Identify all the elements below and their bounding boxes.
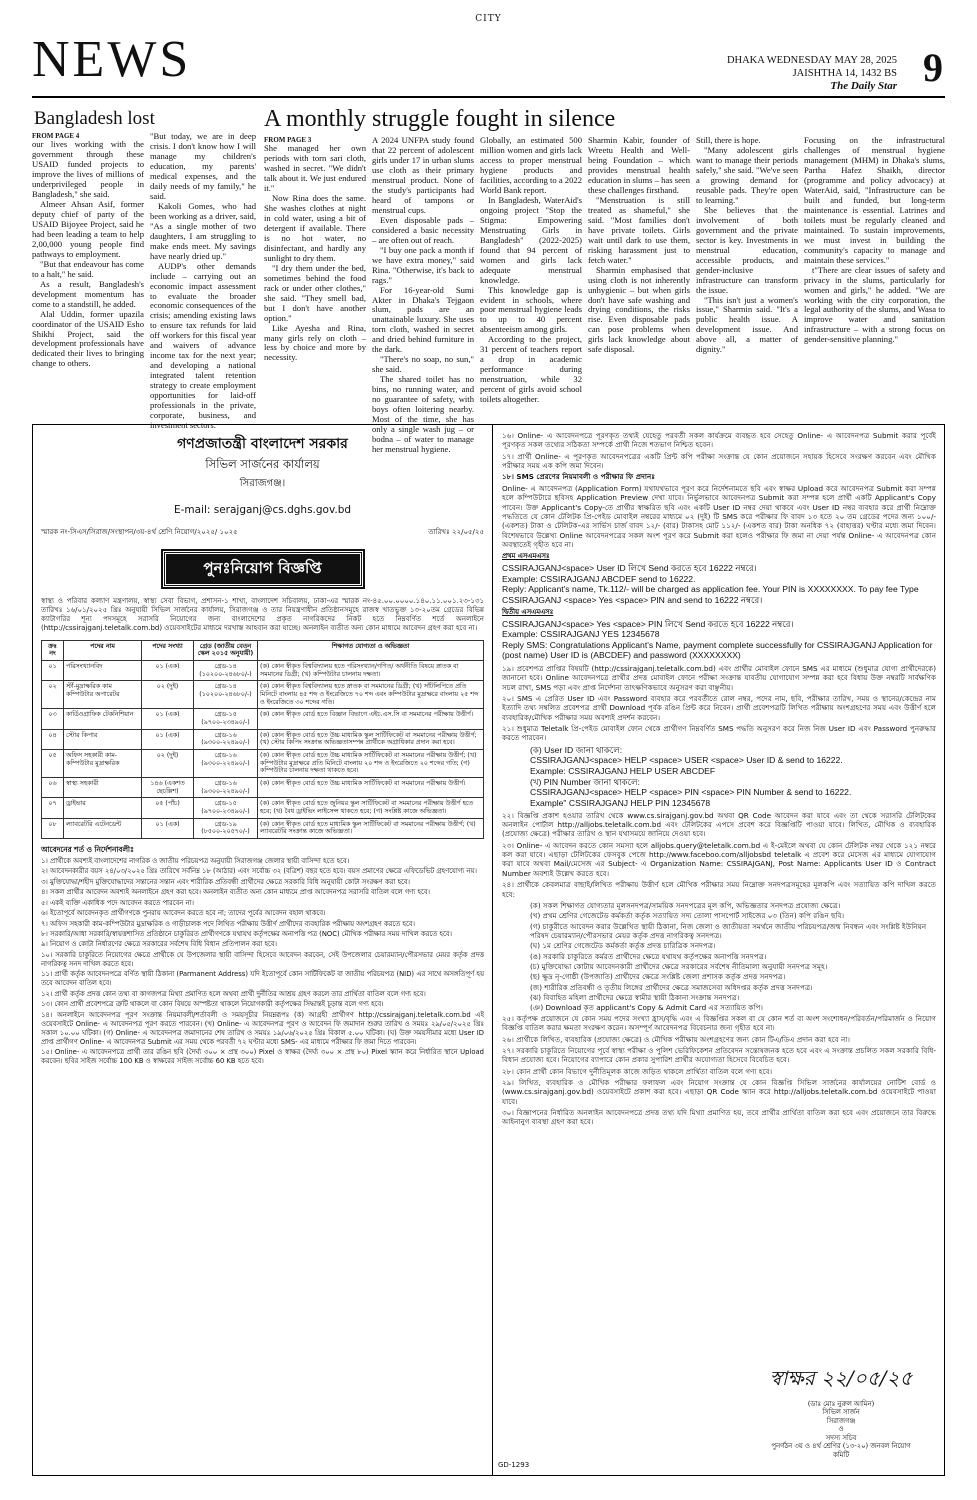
table-cell-req: (ক) কোন স্বীকৃত বিশ্ববিদ্যালয় হতে স্নাতক বা সমমানের ডিগ্রী; (খ) সাঁটলিপিতে প্রতি মিনিটে বাংলায় ৪৫ শব্দ ও ইংরেজিতে ৭০ শব্দ এবং কম্পিউটার মুদ্রাক্ষরে বাংলায় ২৫ শব্দ ও ইংরেজিতে ৩০ শব্দের গতি। (258, 681, 484, 709)
table-cell-grade: গ্রেড-১৫ (৯৭০০-২৩৪৯০/-) (194, 798, 258, 818)
sms1-example: Example: CSSIRAJGANJ ABCDEF send to 16222. (502, 573, 696, 584)
instruction-22: ২২। বিজ্ঞপ্তি প্রকাশ হওয়ার তারিখ থেকে www.cs.sirajganj.gov.bd অথবা QR Code আবেদন করা যাবে এবং তা থেকে সরাসরি টেলিটকের অনলাইন পোর্টাল http://alljobs.teletalk.com.bd এবং টেলিটকের এপসে প্রবেশ করে বিজ্ঞপ্তিটি পাওয়া যাবে। লিখিত, মৌখিক ও ব্যবহারিক (প্রযোজ্য ক্ষেত্রে) পরীক্ষার তারিখ ও স্থান যথাসময়ে জানিয়ে দেওয়া হবে। (502, 810, 936, 839)
story2-p: Like Ayesha and Rina, many girls rely on cloth – less by choice and more by necessity. (264, 322, 366, 363)
condition-item: ১৫। Online- এ আবেদনপত্রে প্রার্থী তার রঙিন ছবি (দৈর্ঘ্য ৩০০ × প্রস্থ ৩০০) Pixel ও স্বাক্ষর (দৈর্ঘ্য ৩০০ × প্রস্থ ৮০) Pixel স্ক্যান করে নির্ধারিত স্থানে Upload করবেন। ছবির সাইজ সর্বোচ্চ 100 KB ও স্বাক্ষরের সাইজ সর্বোচ্চ 60 KB হতে হবে। (41, 1048, 484, 1066)
table-cell-name: ড্রাইভার (64, 798, 142, 818)
story2-col5 (696, 136, 798, 398)
table-cell-req: (ক) কোন স্বীকৃত বোর্ড হতে বিজ্ঞান বিভাগে এইচ.এস.সি বা সমমানের পরীক্ষায় উত্তীর্ণ। (258, 709, 484, 729)
header-rule (32, 96, 945, 98)
ad-memo (41, 528, 484, 537)
ad-government-title: গণপ্রজাতন্ত্রী বাংলাদেশ সরকার (177, 436, 348, 452)
table-cell-count: ০১ (এক) (142, 709, 194, 729)
condition-item: ৯। নিয়োগ ও কোটা নির্ধারণের ক্ষেত্রে সরকারের সর্বশেষ বিধি বিধান প্রতিপালন করা হবে। (41, 940, 277, 949)
instruction-26: ২৬। প্রার্থীকে লিখিত, ব্যবহারিক (প্রযোজ্য ক্ষেত্রে) ও মৌখিক পরীক্ষায় অংশগ্রহণের জন্য কোন টিএ/ডিএ প্রদান করা হবে না। (502, 1034, 850, 1044)
first-sms-label: প্রথম এসএমএসঃ (502, 552, 550, 561)
document-list-item: (ঝ) বিবাহিত মহিলা প্রার্থীদের ক্ষেত্রে স্বামীর স্থায়ী ঠিকানা সংক্রান্ত সনদপত্র। (530, 993, 740, 1003)
sms1-format: CSSIRAJGANJ<space> User ID লিখে Send করতে হবে 16222 নম্বরে। (502, 563, 757, 574)
instruction-25: ২৫। কর্তৃপক্ষ প্রয়োজনে যে কোন সময় পদের সংখ্যা হ্রাস/বৃদ্ধি এবং এ বিজ্ঞপ্তির সকল বা যে কোন শর্ত বা অংশ সংশোধন/পরিবর্তন/পরিমার্জন ও নিয়োগ বিজ্ঞপ্তি বাতিল করার ক্ষমতা সংরক্ষণ করেন। অসম্পূর্ণ আবেদনপত্র বিবেচনার জন্য গৃহীত হবে না। (502, 1013, 936, 1033)
table-row (42, 681, 484, 709)
document-list (502, 901, 936, 1013)
condition-item: ১৪। অনলাইনে আবেদনপত্র পূরণ সংক্রান্ত নিয়মাবলী/শর্তাবলী ও সময়সূচীর নিয়ম্নরূপঃ (ক) আগ্রহী প্রার্থীগণ http://cssirajganj.teletalk.com.bd এই ওয়েবসাইটে Online- এ আবেদনপত্র পূরণ করতে পারবেন। (খ) Online- এ আবেদনপত্র পূরণ ও আবেদন ফি জমাদান শুরুর তারিখ ও সময়ঃ ২৯/০৫/২০২৫ খ্রিঃ সকাল ১০.০০ ঘটিকা। (গ) Online- এ আবেদনপত্র জমাদানের শেষ তারিখ ও সময়ঃ ১৯/০৬/২০২৫ খ্রিঃ বিকাল ৫.০০ ঘটিকা। (ঘ) উক্ত সময়সীমার মধ্যে User ID প্রাপ্ত প্রার্থীগণ Online- এ আবেদনপত্র Submit এর সময় থেকে পরবর্তী ৭২ ঘণ্টার মধ্যে SMS- এর মাধ্যমে পরীক্ষার ফি জমা দিতে পারবেন। (41, 1010, 484, 1046)
story1-p: Almeer Ahsan Asif, former deputy chief of party of the USAID Bijoyee Project, said he had been leading a team to help 2,00,000 young people find pathways to employment. (32, 198, 144, 259)
table-cell-name: পরিসংখ্যানবিদ (64, 661, 142, 681)
table-cell-name: স্বাস্থ্য সহকারী (64, 778, 142, 798)
table-row (42, 709, 484, 729)
signatory-location: সিরাজগঞ্জ (826, 1416, 856, 1425)
table-cell-req: (ক) কোন স্বীকৃত বিশ্ববিদ্যালয় হতে পরিসংখ্যান/গণিত/ অর্থনীতি বিষয়ে স্নাতক বা সমমানের ডিগ্রী; (খ) কম্পিউটার চালনায় দক্ষতা। (258, 661, 484, 681)
table-cell-grade: গ্রেড-১৬ (৯৩০০-২২৪৯০/-) (194, 729, 258, 749)
table-row (42, 798, 484, 818)
memo-date: তারিখঃ ২২/০৫/২৫ (428, 527, 484, 536)
posts-table (41, 640, 484, 839)
table-cell-count: ১৪৬ (একশত ছেচল্লিশ) (142, 778, 194, 798)
signature-block (766, 1366, 916, 1459)
sms2-format: CSSIRAJGANJ<space> Yes <space> PIN লিখে Send করতে হবে 16222 নম্বরে। (502, 618, 794, 629)
table-cell-count: ০২ (দুই) (142, 750, 194, 778)
story2-p: She believes that the involvement of both government and the private sector is key. Investments in menstrual education, accessible products, and gender-inclusive infrastructure can transform the issue. (696, 204, 798, 295)
table-row (42, 778, 484, 798)
instruction-27: ২৭। সরকারি চাকুরিতে নিয়োগের পূর্বে স্বাস্থ্য পরীক্ষা ও পুলিশ ভেরিফিকেশন প্রতিবেদন সন্তোষজনক হতে হবে এবং এ সংক্রান্ত প্রচলিত সকল সরকারি বিধি-বিধান প্রযোজ্য হবে। নিয়োগের ব্যাপারে কোন প্রকার সুপারিশ প্রার্থীর অযোগ্যতা হিসেবে বিবেচিত হবে। (502, 1045, 936, 1065)
table-cell-grade: গ্রেড-১৬ (৯৩০০-২২৪৯০/-) (194, 778, 258, 798)
table-cell-no: ০৪ (42, 729, 64, 749)
ad-email: E-mail: serajganj@cs.dghs.gov.bd (173, 503, 352, 516)
story2-col1 (264, 136, 366, 398)
memo-number: স্মারক নং-সিএস/সিরাজ/সংস্থাপন/৩য়-৪র্থ শ্রেণি নিয়োগ/২০২৫/ ১০২৫ (41, 527, 238, 536)
th-count: পদের সংখ্যা (142, 640, 194, 660)
conditions-list (41, 857, 484, 1066)
recruitment-advertisement (32, 424, 945, 1476)
table-cell-name: অফিস সহকারী কাম-কম্পিউটার মুদ্রাক্ষরিক (64, 750, 142, 778)
sms2-reply: Reply SMS: Congratulations Applicant's Name, payment complete successfully for CSSIRAJGANJ Application for (post name) User ID is (ABCDEF) and password (XXXXXXXX) (502, 639, 933, 661)
first-sms-block (502, 563, 936, 605)
help1-format: CSSIRAJGANJ<space> HELP <space> USER <space> User ID & send to 16222. (530, 755, 843, 766)
story2-p: She managed her own periods with torn sari cloth, washed in secret. "We didn't talk about it. We just endured it." (264, 143, 366, 193)
story2-p: A 2024 UNFPA study found that 22 percent of adolescent girls under 17 in urban slums use cloth as their primary menstrual product. None of the study's participants had heard of tampons or menstrual cups. (372, 135, 474, 215)
table-cell-name: স্টোর কিপার (64, 729, 142, 749)
story1-p: Alal Uddin, former upazila coordinator of the USAID Esho Shikhi Project, said the development professionals have dedicated their lives to bringing change to others. (32, 308, 144, 369)
gd-number: GD-1293 (498, 1461, 530, 1469)
document-list-item: (ঞ) Download কৃত applicant's Copy & Admit Card এর সত্যায়িত কপি। (530, 1003, 763, 1013)
table-cell-req: (ক) কোন স্বীকৃত বোর্ড হতে উচ্চ মাধ্যমিক সার্টিফিকেট বা সমমানের পরীক্ষায় উত্তীর্ণ। (258, 778, 484, 798)
story2-p: The shared toilet has no bins, no running water, and no guarantee of safety, with boys often loitering nearby. Most of the time, she has only a single wash jug – or bodna – of water to manage her menstrual hygiene. (372, 374, 474, 455)
story2-col6 (804, 136, 945, 398)
condition-item: ১০। সরকারি চাকুরিতে নিয়োগের ক্ষেত্রে প্রার্থীকে যে উপজেলার স্থায়ী বাসিন্দা হিসেবে আবেদন করবেন, সেই উপজেলার চেয়ারম্যান/পৌরসভার মেয়র কর্তৃক প্রদত্ত নাগরিকত্ব সনদ দাখিল করতে হবে। (41, 950, 484, 968)
table-cell-no: ০৮ (42, 818, 64, 838)
help1-example: Example: CSSIRAJGANJ HELP USER ABCDEF (530, 766, 716, 777)
instruction-24: ২৪। প্রার্থীকে কেবলমাত্র বাছাই/লিখিত পরীক্ষায় উত্তীর্ণ হলে মৌখিক পরীক্ষার সময় নিম্নোক্ত সনদপত্রসমূহের মূলকপি এবং সত্যায়িত কপি দাখিল করতে হবে: (502, 880, 936, 899)
help-user-block (502, 745, 936, 809)
story2-p: "I buy one pack a month if we have extra money," said Rina. "Otherwise, it's back to rags." (372, 244, 474, 285)
document-list-item: (চ) মুক্তিযোদ্ধা কোটায় আবেদনকারী প্রার্থীদের ক্ষেত্রে সরকারের সর্বশেষ নীতিমালা অনুযায়ী সনদপত্র সমূহ। (530, 962, 828, 972)
story2-p: "Menstruation is still treated as shameful," she said. "Most families don't have private toilets. Girls wait until dark to use them, risking harassment just to fetch water." (588, 194, 690, 265)
table-cell-count: ০১ (এক) (142, 818, 194, 838)
document-list-item: (জ) শারীরিক প্রতিবন্ধী ও তৃতীয় লিঙ্গের প্রার্থীদের ক্ষেত্রে সমাজসেবা অধিদপ্তর কর্তৃক প্রদত্ত সনদপত্র। (530, 982, 813, 992)
paper-name: The Daily Star (830, 80, 897, 93)
table-cell-count: ০৫ (পাঁচ) (142, 798, 194, 818)
signatory-and: ও (838, 1425, 844, 1434)
sms2-example: Example: CSSIRAJGANJ YES 12345678 (502, 629, 660, 640)
ad-office-name: সিভিল সার্জনের কার্যালয় (205, 457, 320, 472)
table-cell-no: ০৬ (42, 778, 64, 798)
signatory-committee: পুনর্গঠন ৩য় ও ৪র্থ শ্রেণির (১৩-২০) জনবল নিয়োগ কমিটি (771, 1442, 911, 1459)
table-cell-grade: গ্রেড-১৯ (৮৫০০-২০৫৭০/-) (194, 818, 258, 838)
table-cell-no: ০৭ (42, 798, 64, 818)
second-sms-block (502, 619, 936, 661)
dateline-date: DHAKA WEDNESDAY MAY 28, 2025 (726, 55, 897, 66)
help2-format: CSSIRAJGANJ<space> HELP <space> PIN <space> PIN Number & send to 16222. (530, 787, 852, 798)
document-list-item: (ঙ) সরকারি চাকুরিতে কর্মরত প্রার্থীদের ক্ষেত্রে যথাযথ কর্তৃপক্ষের অনাপত্তি সনদপত্র। (530, 951, 767, 961)
story2-p: t"There are clear issues of safety and privacy in the slums, particularly for women and girls," he added. "We are working with the city corporation, the legal authority of the slums, and Wasa to improve water and sanitation infrastructure – with a strong focus on gender-sensitive planning." (804, 264, 945, 345)
table-cell-no: ০১ (42, 661, 64, 681)
condition-item: ৪। সকল প্রার্থীর আবেদন অবশ্যই অনলাইনে গ্রহণ করা হবে। অনলাইন ব্যতীত অন্য কোন মাধ্যমে প্রাপ্ত আবেদনপত্র সরাসরি বাতিল বলে গণ্য হবে। (41, 888, 430, 897)
ad-right-column (494, 425, 944, 1475)
story2-p: According to the project, 31 percent of teachers report a drop in academic performance during menstruation, while 32 percent of girls avoid school toilets altogether. (480, 334, 582, 405)
table-cell-grade: গ্রেড-১৫ (৯৭০০-২৩৪৯০/-) (194, 709, 258, 729)
story2-col2 (372, 135, 474, 455)
story2-col3 (480, 135, 582, 405)
table-row (42, 661, 484, 681)
table-row (42, 750, 484, 778)
table-cell-grade: গ্রেড-১৪ (১০২০০-২৪৬৮০/-) (194, 681, 258, 709)
table-cell-req: (ক) কোন স্বীকৃত বোর্ড হতে উচ্চ মাধ্যমিক স্কুল সার্টিফিকেট বা সমমানের পরীক্ষায় উত্তীর্ণ; (খ) স্টোর কিপিং সংক্রান্ত অভিজ্ঞতাসম্পন্ন প্রার্থীকে অগ্রাধিকার প্রদান করা হবে। (258, 729, 484, 749)
story2-p: Even disposable pads – considered a basic necessity – are often out of reach. (372, 214, 474, 245)
story1-p: "But today, we are in deep crisis. I don't know how I will manage my children's education, my parents' medical expenses, and the daily needs of my family," he said. (150, 131, 256, 201)
story2-p: "Many adolescent girls want to manage their periods safely," she said. "We've seen a growing demand for reusable pads. They're open to learning." (696, 144, 798, 205)
story1-p: Kakoli Gomes, who had been working as a driver, said, "As a single mother of two daughters, I am struggling to make ends meet. My savings have nearly dried up." (150, 200, 256, 261)
story1-headline: Bangladesh lost (34, 108, 155, 129)
instruction-18-title: ১৮। SMS প্রেরণের নিয়মাবলী ও পরীক্ষার ফি প্রদানঃ (502, 472, 656, 482)
story2-headline: A monthly struggle fought in silence (264, 106, 616, 132)
condition-item: ৭। অফিস সহকারী কাম-কম্পিউটার মুদ্রাক্ষরিক ও গাড়ীচালক পদে লিখিত পরীক্ষায় উত্তীর্ণ প্রার্থীদের ব্যবহারিক পরীক্ষায় অংশগ্রহণ করতে হবে। (41, 919, 415, 928)
table-cell-no: ০২ (42, 681, 64, 709)
story1-p: "But that endeavour has come to a halt," he said. (32, 258, 144, 279)
story2-p: Focusing on the infrastructural challenges of menstrual hygiene management (MHM) in Dhaka's slums, Partha Hafez Shaikh, director (programme and policy advocacy) at WaterAid, said, "Infrastructure can be built and funded, but long-term maintenance is essential. Latrines and toilets must be regularly cleaned and maintained. To sustain improvements, we must invest in building the community's capacity to manage and maintain these services." (804, 135, 945, 265)
instruction-19: ১৯। প্রবেশপত্র প্রাপ্তির বিষয়টি (http://cssirajganj.teletalk.com.bd) এবং প্রার্থীর মোবাইল ফোনে SMS এর মাধ্যমে (শুধুমাত্র যোগ্য প্রার্থীদেরকে) জানানো হবে। Online আবেদনপত্রে প্রার্থীর প্রদত্ত মোবাইল ফোনে পরীক্ষা সংক্রান্ত যাবতীয় যোগাযোগ সম্পন্ন করা হবে বিধায় উক্ত নম্বরটি সার্বক্ষণিক সচল রাখা, SMS পড়া এবং প্রাপ্ত নির্দেশনা তাৎক্ষণিকভাবে অনুসরণ করা বাঞ্ছনীয়। (502, 663, 936, 692)
condition-item: ১১। প্রার্থী কর্তৃক আবেদনপত্রে বর্ণিত স্থায়ী ঠিকানা (Parmanent Address) যদি ইতোপূর্বে কোন সার্টিফিকেট বা জাতীয় পরিচয়পত্র (NID) এর সাথে অসঙ্গতিপূর্ণ হয় তবে আবেদন বাতিল হবে। (41, 970, 484, 988)
help2-label: (খ) PIN Number জানা থাকলে: (530, 776, 640, 787)
story2-p: This knowledge gap is evident in schools, where poor menstrual hygiene leads to up to 40 percent absenteeism among girls. (480, 284, 582, 335)
page-number: 9 (923, 45, 943, 90)
instruction-17: ১৭। প্রার্থী Online- এ পূরণকৃত আবেদনপত্রের একটি প্রিন্ট কপি পরীক্ষা সংক্রান্ত যে কোন প্রয়োজনে সহায়ক হিসেবে সংরক্ষণ করবেন এবং মৌখিক পরীক্ষার সময় এক কপি জমা দিবেন। (502, 451, 936, 471)
document-list-item: (ঘ) ১ম শ্রেণির গেজেটেড কর্মকর্তা কর্তৃক প্রদত্ত চারিত্রিক সনদপত্র। (530, 941, 716, 951)
document-list-item: (ক) সকল শিক্ষাগত যোগ্যতার মূলসনদপত্র/সাময়িক সনদপত্রের মূল কপি, অভিজ্ঞতার সনদপত্র প্রযোজ্য ক্ষেত্রে। (530, 900, 841, 910)
help1-label: (ক) User ID জানা থাকলে: (530, 744, 623, 755)
table-cell-grade: গ্রেড-১৬ (৯৩০০-২২৪৯০/-) (194, 750, 258, 778)
condition-item: ৮। সরকারি/আধা সরকারি/স্বায়ত্তশাসিত প্রতিষ্ঠানে চাকুরিরত প্রার্থীগণকে যথাযথ কর্তৃপক্ষের অনাপত্তি পত্র (NOC) মৌখিক পরীক্ষার সময় দাখিল করতে হবে। (41, 930, 452, 938)
story1-p: AUDP's other demands include – carrying out an economic impact assessment to evaluate the broader economic consequences of the crisis; amending existing laws to ensure tax refunds for laid off workers for this fiscal year and waivers of advance income tax for the next year; and developing a national integrated talent retention strategy to create employment opportunities for laid-off professionals in the private, corporate, business, and investment sectors. (150, 260, 256, 431)
story2-p: Sharmin Kabir, founder of Wreetu Health and Well-being Foundation – which provides menstrual health education in slums – has seen these challenges firsthand. (588, 135, 690, 195)
table-cell-name: কার্ডিওগ্রাফিক টেকনিশিয়ান (64, 709, 142, 729)
table-cell-count: ০২ (দুই) (142, 681, 194, 709)
second-sms-label: দ্বিতীয় এসএমএসঃ (502, 608, 554, 617)
table-cell-name: ল্যাবরেটরি এটেনডেন্ট (64, 818, 142, 838)
ad-location: সিরাজগঞ্জ। (239, 477, 286, 489)
document-list-item: (গ) চাকুরীতে আবেদন করার উল্লেখিত স্থায়ী ঠিকানা, নিজ জেলা ও জাতীয়তা সমর্থনে জাতীয় পরিচয়পত্র/জন্ম নিবন্ধন এবং সংশ্লিষ্ট ইউনিয়ন পরিষদ চেয়ারম্যান/পৌরসভার মেয়র কর্তৃক প্রদত্ত নাগরিকত্ব সনদপত্র। (530, 921, 927, 940)
dateline-bangla-date: JAISHTHA 14, 1432 BS (792, 68, 897, 80)
table-cell-count: ০১ (এক) (142, 661, 194, 681)
instruction-18: Online- এ আবেদনপত্র (Application Form) যথাযথভাবে পূরণ করে নির্দেশনামতে ছবি এবং স্বাক্ষর Upload করে আবেদনপত্র Submit করা সম্পন্ন হলে কম্পিউটারে ছবিসহ Application Preview দেখা যাবে। নির্ভুলভাবে আবেদনপত্র Submit করা সম্পন্ন হলে প্রার্থী একটি Applicant's Copy পাবেন। উক্ত Applicant's Copy-তে প্রার্থীর স্বাক্ষরিত ছবি এবং একটি User ID নম্বর দেয়া থাকবে এবং User ID নম্বর ব্যবহার করে প্রার্থী নিম্নোক্ত পদ্ধতিতে যে কোন টেলিটক প্রি-পেইড মোবাইল নম্বরের মাধ্যমে ০২ (দুই) টি SMS করে পরীক্ষার ফি বাবদ ১৩ হতে ২০ তম গ্রেডের পদের জন্য ১০০/- (একশত) টাকা ও টেলিটক-এর সার্ভিস চার্জ বাবদ ১২/- (বার) টাকাসহ মোট ১১২/- (একশত বার) টাকা অনধিক ৭২ (বাহাত্তর) ঘণ্টার মধ্যে জমা দিবেন। বিশেষভাবে উল্লেখ্য Online আবেদনপত্রের সকল অংশ পূরণ করে Submit করা হলেও পরীক্ষার ফি জমা না দেয়া পর্যন্ত Online- এ আবেদনপত্র কোন অবস্থাতেই গৃহীত হবে না। (502, 483, 936, 549)
condition-item: ৬। ইতোপূর্বে আবেদনকৃত প্রার্থীগণকে পুনরায় আবেদন করতে হবে না; তাদের পূর্বের আবেদন বহাল থাকবে। (41, 909, 326, 918)
story2-p: Now Rina does the same. She washes clothes at night in cold water, using a bit of detergent if available. There is no hot water, no disinfectant, and hardly any sunlight to dry them. (264, 192, 366, 263)
instruction-20: ২০। SMS এ প্রেরিত User ID এবং Password ব্যবহার করে পরবর্তীতে রোল নম্বর, পদের নাম, ছবি, পরীক্ষার তারিখ, সময় ও স্থানের/কেন্দ্রের নাম ইত্যাদি তথ্য সম্বলিত প্রবেশপত্র প্রার্থী Download পূর্বক রঙিন প্রিন্ট করে নিবেন। প্রার্থী প্রবেশপত্রটি লিখিত পরীক্ষায় অংশগ্রহণের সময় এবং উত্তীর্ণ হলে ব্যবহারিক/মৌখিক পরীক্ষার সময় অবশ্যই প্রদর্শন করবেন। (502, 693, 936, 722)
table-row (42, 818, 484, 838)
th-post: পদের নাম (64, 640, 142, 660)
table-cell-grade: গ্রেড-১৪ (১০২০০-২৪৬৮০/-) (194, 661, 258, 681)
story1-from: FROM PAGE 4 (32, 132, 80, 140)
help2-example: Example" CSSIRAJGANJ HELP PIN 12345678 (530, 798, 711, 808)
conditions-title: আবেদনের শর্ত ও নির্দেশনাবলীঃ (41, 845, 134, 855)
instruction-30: ৩০। বিজ্ঞাপনের নির্ধারিত অনলাইন আবেদনপত্রে প্রদত্ত তথ্য যদি মিথ্যা প্রমাণিত হয়, তবে প্রার্থীর প্রার্থিতা বাতিল করা হবে এবং প্রয়োজনে তার বিরুদ্ধে আইনানুগ ব্যবস্থা গ্রহণ করা হবে। (502, 1108, 936, 1127)
story1-col1 (32, 132, 144, 398)
table-cell-req: (ক) কোন স্বীকৃত বোর্ড হতে জুনিয়র স্কুল সার্টিফিকেট বা সমমানের পরীক্ষায় উত্তীর্ণ হতে হবে; (খ) বৈধ ড্রাইভিং লাইসেন্স থাকতে হবে; (গ) সংশ্লিষ্ট কাজে অভিজ্ঞতা। (258, 798, 484, 818)
table-cell-count: ০১ (এক) (142, 729, 194, 749)
document-list-item: (খ) প্রথম শ্রেণির গেজেটেড কর্মকর্তা কর্তৃক সত্যায়িত সদ্য তোলা পাসপোর্ট সাইজের ০৩ (তিন) কপি রঙিন ছবি। (530, 911, 845, 921)
signatory-title: সিভিল সার্জন (822, 1408, 860, 1417)
table-cell-no: ০৩ (42, 709, 64, 729)
instruction-29: ২৯। লিখিত, ব্যবহারিক ও মৌখিক পরীক্ষার ফলাফল এবং নিয়োগ সংক্রান্ত যে কোন বিজ্ঞপ্তি সিভিল সার্জনের কার্যালয়ের নোটিশ বোর্ড ও (www.cs.sirajganj.gov.bd) ওয়েবসাইটে প্রকাশ করা হবে। এছাড়া QR Code স্ক্যান করে http://alljobs.teletalk.com.bd ওয়েবসাইটে পাওয়া যাবে। (502, 1078, 936, 1106)
ad-left-column (33, 425, 493, 1475)
posts-table-body (42, 661, 484, 839)
document-list-item: (ছ) ক্ষুদ্র নৃ-গোষ্ঠী (উপজাতি) প্রার্থীদের ক্ষেত্রে সংশ্লিষ্ট জেলা প্রশাসক কর্তৃক প্রদত্ত সনদপত্র। (530, 972, 786, 982)
condition-item: ১৩। কোন প্রার্থী প্রবেশপত্রে ত্রুটি থাকলে বা কোন বিষয়ে অস্পষ্টতা থাকলে নিয়োগকারী কর্তৃপক্ষের সিদ্ধান্তই চূড়ান্ত বলে গণ্য হবে। (41, 1000, 384, 1009)
table-cell-no: ০৫ (42, 750, 64, 778)
signatory-name: (ডাঃ মোঃ নুরুল আমিন) (807, 1399, 875, 1408)
instruction-23: ২৩। Online- এ আবেদন করতে কোন সমস্যা হলে alljobs.query@teletalk.com.bd এ ই-মেইলে অথবা যে কোন টেলিটক নম্বর থেকে ১২১ নম্বরে কল করা যাবে। এছাড়া টেলিটকের ফেসবুক পেজে http://www.faceboo.com/alljobsbd teletalk এ প্রবেশ করে মেসেজ এর মাধ্যমে যোগাযোগ করা যাবে অথবা Mail/মেসেজ এর Subject- এ Organization Name: CSSIRAJGANJ, Post Name: Applicants User ID ও Contract Number অবশ্যই উল্লেখ করতে হবে। (502, 840, 936, 878)
story2-p: "There's no soap, no sun," she said. (372, 354, 474, 375)
table-cell-req: (ক) কোন স্বীকৃত বোর্ড হতে মাধ্যমিক স্কুল সার্টিফিকেট বা সমমানের পরীক্ষায় উত্তীর্ণ; (খ) ল্যাবরেটরি সংক্রান্ত কাজে অভিজ্ঞতা। (258, 818, 484, 838)
instruction-28: ২৮। কোন প্রার্থী কোন বিভাগে দুর্নীতিমূলক কাজে জড়িত থাকলে প্রার্থিতা বাতিল বলে গণ্য হবে। (502, 1066, 773, 1076)
sms1-reply: Reply: Applicant's name, Tk.112/- will be charged as application fee. Your PIN is XXXXXXXX. To pay fee Type CSSIRAJGANJ <space> Yes <space> PIN and send to 16222 নম্বরে। (502, 584, 919, 605)
masthead: NEWS (32, 31, 192, 88)
instruction-16: ১৬। Online- এ আবেদনপত্রে পূরণকৃত তথ্যই যেহেতু পরবর্তী সকল কার্যক্রমে ব্যবহৃত হবে সেহেতু Online- এ আবেদনপত্র Submit করার পূর্বেই পূরণকৃত সকল তথ্যের সঠিকতা সম্পর্কে প্রার্থী নিজে শতভাগ নিশ্চিত হবেন। (502, 431, 936, 450)
story2-p: In Bangladesh, WaterAid's ongoing project "Stop the Stigma: Empowering Menstruating Girls in Bangladesh" (2022-2025) found that 94 percent of women and girls lack adequate menstrual knowledge. (480, 194, 582, 285)
condition-item: ১২। প্রার্থী কর্তৃক প্রদত্ত কোন তথ্য বা কাগজপত্র মিথ্যা প্রমাণিত হলে অথবা প্রার্থী দুর্নীতির আশ্রয় গ্রহণ করলে তার প্রার্থিতা বাতিল বলে গণ্য হবে। (41, 989, 426, 998)
story2-p: Globally, an estimated 500 million women and girls lack access to proper menstrual hygiene products and facilities, according to a 2022 World Bank report. (480, 135, 582, 195)
condition-item: ৫। একই ব্যক্তি একাধিক পদে আবেদন করতে পারবেন না। (41, 898, 194, 907)
condition-item: ১। প্রার্থীকে অবশ্যই বাংলাদেশের নাগরিক ও জাতীয় পরিচয়পত্র অনুযায়ী সিরাজগঞ্জ জেলার স্থায়ী বাসিন্দা হতে হবে। (41, 856, 350, 865)
posts-table-header (42, 640, 484, 660)
signature-mark: স্বাক্ষর ২২/০৫/২৫ (769, 1365, 913, 1390)
condition-item: ২। আবেদনকারীর বয়স ২৪/০৩/২০২৫ খ্রিঃ তারিখে সর্বনিম্ন ১৮ (আঠার) এবং সর্বোচ্চ ৩২ (বত্রিশ) বছর হতে হবে। বয়স প্রমাণের ক্ষেত্রে এফিডেভিট গ্রহণযোগ্য নয়। (41, 867, 477, 876)
story1-p: As a result, Bangladesh's development momentum has come to a standstill, he added. (32, 278, 144, 309)
table-cell-name: স্টাঁ-মুদ্রাক্ষরিক কাম কম্পিউটার অপারেটর (64, 681, 142, 709)
signatory-member: সদস্য সচিব (825, 1433, 857, 1442)
story2-p: For 16-year-old Sumi Akter in Dhaka's Tejgaon slum, pads are an unattainable luxury. She uses torn cloth, washed in secret and dried behind furniture in the dark. (372, 284, 474, 355)
table-cell-req: (ক) কোন স্বীকৃত বোর্ড হতে উচ্চ মাধ্যমিক সার্টিফিকেট বা সমমানের পরীক্ষায় উত্তীর্ণ; (খ) কম্পিউটার মুদ্রাক্ষরে প্রতি মিনিটে বাংলায় ২০ শব্দ ও ইংরেজিতে ২০ শব্দের গতি; (গ) কম্পিউটার চালনায় দক্ষতা থাকতে হবে। (258, 750, 484, 778)
story1-col2 (150, 131, 256, 431)
table-row (42, 729, 484, 749)
th-serial: ক্রঃ নং (42, 640, 64, 660)
story1-p: our lives working with the government through these USAID funded projects to improve the lives of millions of underprivileged people in Bangladesh," she said. (32, 139, 144, 199)
condition-item: ৩। মুক্তিযোদ্ধা/শহীদ মুক্তিযোদ্ধাদের সন্তানের সন্তান এবং শারীরিক প্রতিবন্ধী প্রার্থীদের ক্ষেত্রে সরকারি বিধি অনুযায়ী কোটা সংরক্ষণ করা হবে। (41, 877, 410, 886)
dateline (727, 54, 897, 94)
section-label: CITY (475, 14, 502, 24)
story2-p: "I dry them under the bed, sometimes behind the food rack or under other clothes," she said. "They smell bad, but I don't have another option." (264, 262, 366, 323)
instruction-21: ২১। শুধুমাত্র Teletalk প্রি-পেইড মোবাইল ফোন থেকে প্রার্থীগণ নিম্নবর্ণিত SMS পদ্ধতি অনুসরণ করে নিজ নিজ User ID এবং Password পুনরুদ্ধার করতে পারবেন। (502, 724, 936, 743)
story2-from: FROM PAGE 3 (264, 136, 312, 144)
th-grade: গ্রেড (জাতীয় বেতন স্কেল ২০১৫ অনুযায়ী) (194, 640, 258, 660)
ad-intro: স্বাস্থ্য ও পরিবার কল্যাণ মন্ত্রণালয়, স্বাস্থ্য সেবা বিভাগ, প্রশাসন-১ শাখা, বাংলাদেশ সচিবালয়, ঢাকা-এর স্মারক নং-৪৫.০০.০০০০.১৪০.১১.০০১.২৩-১৩১ তারিখঃ ১৬/০১/২০২৫ খ্রিঃ অনুযায়ী সিভিল সার্জনের কার্যালয়, সিরাজগঞ্জ ও তার নিয়ন্ত্রণাধীন প্রতিষ্ঠানসমূহে রাজস্ব খাতভুক্ত ১৩-২০তম গ্রেডের বিভিন্ন ক্যাটাগরির শূন্য পদসমূহে সরাসরি নিয়োগের জন্য বাংলাদেশের প্রকৃত নাগরিকদের নিকট হতে নিম্নবর্ণিত শর্তে অনলাইনে (http://cssirajganj.teletalk.com.bd) ওয়েবসাইটের মাধ্যমে দরখাস্ত আহবান করা যাচ্ছে। অনলাইন ব্যতীত অন্য কোন মাধ্যমে আবেদন গ্রহণ করা হবে না। (41, 596, 484, 633)
story2-col4 (588, 136, 690, 398)
story2-p: Still, there is hope. (696, 135, 761, 145)
th-requirement: শিক্ষাগত যোগ্যতা ও অভিজ্ঞতা (258, 640, 484, 660)
story2-p: "This isn't just a women's issue," Sharmin said. "It's a public health issue. A development issue. And above all, a matter of dignity." (696, 294, 798, 355)
ad-title-banner: পুনঃনিয়োগ বিজ্ঞপ্তি (163, 551, 363, 587)
story2-p: Sharmin emphasised that using cloth is not inherently unhygienic – but when girls don't have safe washing and drying conditions, the risks rise. Even disposable pads can pose problems when girls lack knowledge about safe disposal. (588, 264, 690, 355)
